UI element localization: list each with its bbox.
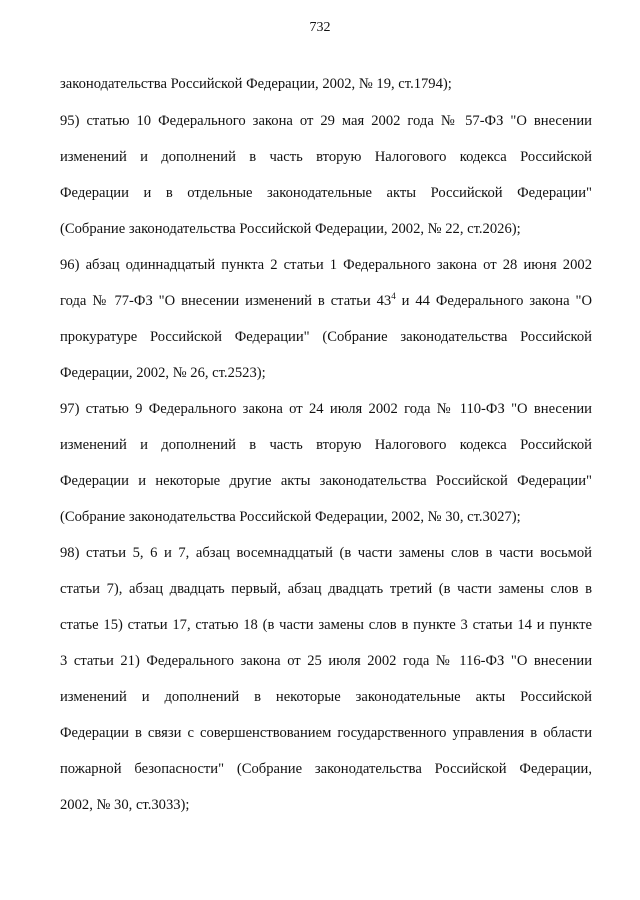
text-segment: года № 77-ФЗ "О внесении изменений в статьи 43 <box>60 293 392 309</box>
text-line: пожарной безопасности" (Собрание законодательства Российской Федерации, <box>60 761 592 777</box>
text-line: статьи 7), абзац двадцать первый, абзац двадцать третий (в части замены слов в <box>60 581 592 597</box>
text-line: законодательства Российской Федерации, 2002, № 19, ст.1794); <box>60 76 452 92</box>
text-line: 3 статьи 21) Федерального закона от 25 июля 2002 года № 116-ФЗ "О внесении <box>60 653 592 669</box>
text-line: статье 15) статьи 17, статью 18 (в части замены слов в пункте 3 статьи 14 и пункте <box>60 617 592 633</box>
text-line: Федерации и некоторые другие акты законодательства Российской Федерации" <box>60 473 592 489</box>
text-line: 97) статью 9 Федерального закона от 24 июля 2002 года № 110-ФЗ "О внесении <box>60 401 592 417</box>
text-line: (Собрание законодательства Российской Федерации, 2002, № 30, ст.3027); <box>60 509 521 525</box>
text-line: изменений и дополнений в часть вторую Налогового кодекса Российской <box>60 437 592 453</box>
text-line: изменений и дополнений в некоторые законодательные акты Российской <box>60 689 592 705</box>
text-line: Федерации и в отдельные законодательные акты Российской Федерации" <box>60 185 592 201</box>
superscript: 4 <box>391 291 396 301</box>
text-line <box>60 291 592 311</box>
text-line: 98) статьи 5, 6 и 7, абзац восемнадцатый (в части замены слов в части восьмой <box>60 545 592 561</box>
text-line: 96) абзац одиннадцатый пункта 2 статьи 1 Федерального закона от 28 июня 2002 <box>60 257 592 273</box>
text-line: изменений и дополнений в часть вторую Налогового кодекса Российской <box>60 149 592 165</box>
text-line: Федерации, 2002, № 26, ст.2523); <box>60 365 266 381</box>
text-segment: и 44 Федерального закона "О <box>395 293 592 309</box>
text-line: (Собрание законодательства Российской Федерации, 2002, № 22, ст.2026); <box>60 221 521 237</box>
text-line: 2002, № 30, ст.3033); <box>60 797 190 813</box>
text-line: прокуратуре Российской Федерации" (Собрание законодательства Российской <box>60 329 592 345</box>
text-line: 95) статью 10 Федерального закона от 29 мая 2002 года № 57-ФЗ "О внесении <box>60 113 592 129</box>
page-number: 732 <box>309 20 331 35</box>
text-line: Федерации в связи с совершенствованием государственного управления в области <box>60 725 592 741</box>
